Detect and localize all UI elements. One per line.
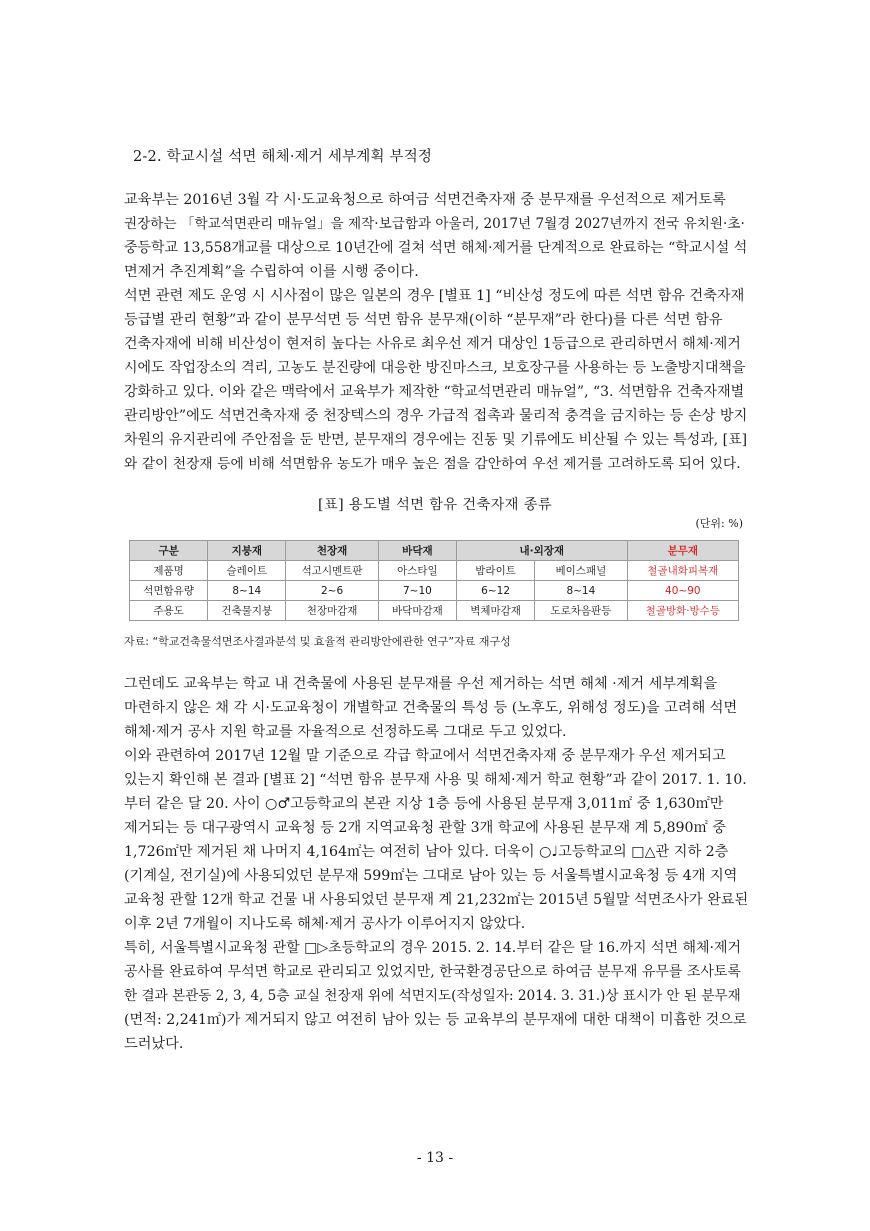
table-cell-highlight: 철골방화·방수등 <box>627 601 738 621</box>
text-line: 교육청 관할 12개 학교 건물 내 사용되었던 분무재 계 21,232㎡는 2015년 5월말 석면조사가 완료된 <box>124 892 749 908</box>
text-line: 마련하지 않은 채 각 시·도교육청이 개별학교 건축물의 특성 등 (노후도, 위해성 정도)을 고려해 석면 <box>124 700 738 716</box>
text-line: 등급별 관리 현황”과 같이 분무석면 등 석면 함유 분무재(이하 “분무재”라 한다)를 다른 석면 함유 <box>124 312 723 328</box>
text-line: 석면 관련 제도 운영 시 시사점이 많은 일본의 경우 [별표 1] “비산성 정도에 따른 석면 함유 건축자재 <box>124 288 745 304</box>
text-line: 있는지 확인해 본 결과 [별표 2] “석면 함유 분무재 사용 및 해체·제거 학교 현황”과 같이 2017. 1. 10. <box>124 772 747 788</box>
header-category: 구분 <box>130 541 208 561</box>
text-line: 차원의 유지관리에 주안점을 둔 반면, 분무재의 경우에는 진동 및 기류에도 비산될 수 있는 특성과, [표] <box>124 432 748 448</box>
table-row <box>130 561 739 581</box>
table-cell: 벽체마감재 <box>456 601 534 621</box>
table-cell: 2~6 <box>286 581 378 601</box>
text-line: 시에도 작업장소의 격리, 고농도 분진량에 대응한 방진마스크, 보호장구를 사용하는 등 노출방지대책을 <box>124 360 746 376</box>
table-cell: 8~14 <box>208 581 286 601</box>
table-cell: 8~14 <box>535 581 627 601</box>
table-header-row <box>130 541 739 561</box>
text-line: 1,726㎡만 제거된 채 나머지 4,164㎡는 여전히 남아 있다. 더욱이 ○♩고등학교의 □△관 지하 2층 <box>124 844 729 860</box>
table-cell-highlight: 철골내화피복재 <box>627 561 738 581</box>
page-number: - 13 - <box>416 1150 454 1166</box>
table-source-note: 자료: “학교건축물석면조사결과분석 및 효율적 관리방안에관한 연구”자료 재구성 <box>124 635 511 648</box>
text-line: 건축자재에 비해 비산성이 현저히 높다는 사유로 최우선 제거 대상인 1등급으로 관리하면서 해체·제거 <box>124 336 741 352</box>
text-line: 면제거 추진계획”을 수립하여 이를 시행 중이다. <box>124 264 419 280</box>
table-cell: 주용도 <box>130 601 208 621</box>
text-line: 제거되는 등 대구광역시 교육청 등 2개 지역교육청 관할 3개 학교에 사용된 분무재 계 5,890㎡ 중 <box>124 820 726 836</box>
text-line: 해체·제거 공사 지원 학교를 자율적으로 선정하도록 그대로 두고 있었다. <box>124 724 567 740</box>
text-line: 이와 관련하여 2017년 12월 말 기준으로 각급 학교에서 석면건축자재 중 분무재가 우선 제거되고 <box>124 748 726 764</box>
table-cell: 천장마감재 <box>286 601 378 621</box>
table-cell: 6~12 <box>456 581 534 601</box>
table-cell: 베이스패널 <box>535 561 627 581</box>
text-line: 관리방안”에도 석면건축자재 중 천장텍스의 경우 가급적 접촉과 물리적 충격을 금지하는 등 손상 방지 <box>124 408 748 424</box>
table-cell: 슬레이트 <box>208 561 286 581</box>
header-interior-exterior: 내·외장재 <box>456 541 627 561</box>
header-floor: 바닥재 <box>378 541 456 561</box>
text-line: 중등학교 13,558개교를 대상으로 10년간에 걸쳐 석면 해체·제거를 단계적으로 완료하는 “학교시설 석 <box>124 240 748 256</box>
table-cell: 7~10 <box>378 581 456 601</box>
table-cell: 석면함유량 <box>130 581 208 601</box>
text-line: 공사를 완료하여 무석면 학교로 관리되고 있었지만, 한국환경공단으로 하여금 분무재 유무를 조사토록 <box>124 964 741 980</box>
table-caption: [표] 용도별 석면 함유 건축자재 종류 <box>318 497 552 513</box>
text-line: 그런데도 교육부는 학교 내 건축물에 사용된 분무재를 우선 제거하는 석면 해체 ·제거 세부계획을 <box>124 676 718 692</box>
findings-paragraph <box>124 672 748 1056</box>
asbestos-materials-table <box>129 540 739 621</box>
table-cell: 제품명 <box>130 561 208 581</box>
text-line: 강화하고 있다. 이와 같은 맥락에서 교육부가 제작한 “학교석면관리 매뉴얼”, “3. 석면함유 건축자재별 <box>124 384 745 400</box>
text-line: 특히, 서울특별시교육청 관할 □▷초등학교의 경우 2015. 2. 14.부터 같은 달 16.까지 석면 해체·제거 <box>124 940 742 956</box>
table-cell-highlight: 40~90 <box>627 581 738 601</box>
intro-paragraph <box>124 188 748 476</box>
table-row <box>130 601 739 621</box>
section-heading: 2-2. 학교시설 석면 해체·제거 세부계획 부적정 <box>133 149 433 165</box>
table-unit: (단위: %) <box>695 517 743 530</box>
table-cell: 석고시멘트판 <box>286 561 378 581</box>
text-line: 드러났다. <box>124 1036 184 1052</box>
text-line: 권장하는 「학교석면관리 매뉴얼」을 제작·보급함과 아울러, 2017년 7월경 2027년까지 전국 유치원·초· <box>124 216 745 232</box>
table-cell: 밤라이트 <box>456 561 534 581</box>
header-ceiling: 천장재 <box>286 541 378 561</box>
header-spray: 분무재 <box>627 541 738 561</box>
text-line: 한 결과 본관동 2, 3, 4, 5층 교실 천장재 위에 석면지도(작성일자: 2014. 3. 31.)상 표시가 안 된 분무재 <box>124 988 741 1004</box>
text-line: (면적: 2,241㎡)가 제거되지 않고 여전히 남아 있는 등 교육부의 분무재에 대한 대책이 미흡한 것으로 <box>124 1012 747 1028</box>
table-cell: 건축물지붕 <box>208 601 286 621</box>
text-line: 와 같이 천장재 등에 비해 석면함유 농도가 매우 높은 점을 감안하여 우선 제거를 고려하도록 되어 있다. <box>124 456 741 472</box>
table-row <box>130 581 739 601</box>
header-roof: 지붕재 <box>208 541 286 561</box>
text-line: (기계실, 전기실)에 사용되었던 분무재 599㎡는 그대로 남아 있는 등 서울특별시교육청 등 4개 지역 <box>124 868 738 884</box>
table-cell: 도로차음판등 <box>535 601 627 621</box>
table-cell: 바닥마감재 <box>378 601 456 621</box>
table-cell: 아스타일 <box>378 561 456 581</box>
text-line: 교육부는 2016년 3월 각 시·도교육청으로 하여금 석면건축자재 중 분무재를 우선적으로 제거토록 <box>124 192 726 208</box>
text-line: 부터 같은 달 20. 사이 ○♂고등학교의 본관 지상 1층 등에 사용된 분무재 3,011㎡ 중 1,630㎡만 <box>124 796 724 812</box>
text-line: 이후 2년 7개월이 지나도록 해체·제거 공사가 이루어지지 않았다. <box>124 916 526 932</box>
